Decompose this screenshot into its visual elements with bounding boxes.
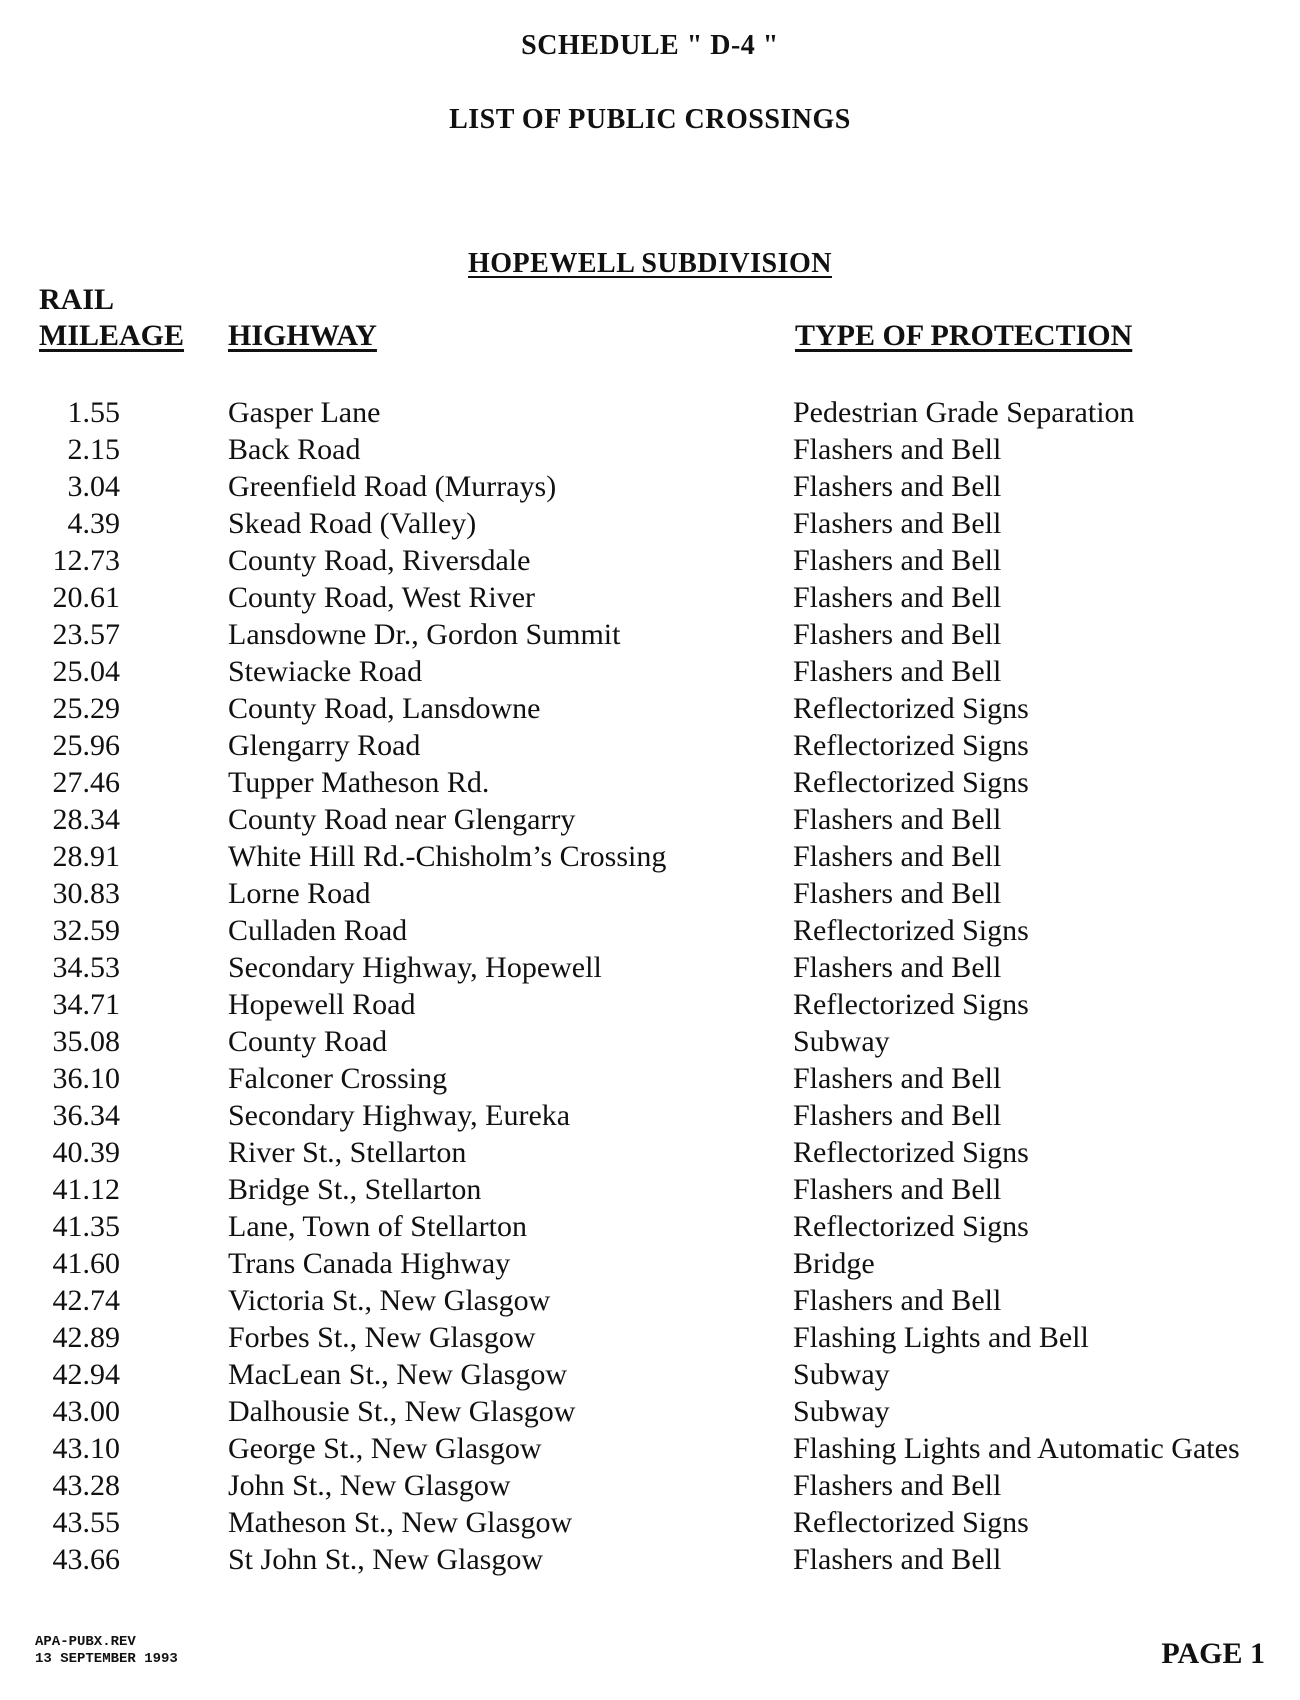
footer-file-code: APA-PUBX.REV xyxy=(35,1634,136,1650)
rail-mileage-cell: 42.74 xyxy=(52,1284,120,1317)
table-row xyxy=(0,505,1300,542)
rail-mileage-cell: 41.12 xyxy=(52,1173,120,1206)
highway-cell: George St., New Glasgow xyxy=(228,1432,542,1465)
highway-cell: Skead Road (Valley) xyxy=(228,507,477,540)
rail-mileage-cell: 35.08 xyxy=(52,1025,120,1058)
rail-mileage-cell: 42.89 xyxy=(52,1321,120,1354)
rail-mileage-cell: 34.71 xyxy=(52,988,120,1021)
table-row xyxy=(0,1208,1300,1245)
protection-cell: Flashers and Bell xyxy=(793,655,1002,688)
crossings-table xyxy=(0,394,1300,1578)
highway-cell: Back Road xyxy=(228,433,361,466)
protection-cell: Subway xyxy=(793,1025,890,1058)
table-row xyxy=(0,1245,1300,1282)
table-row xyxy=(0,1430,1300,1467)
highway-cell: County Road, Lansdowne xyxy=(228,692,541,725)
rail-mileage-cell: 28.91 xyxy=(52,840,120,873)
highway-cell: Trans Canada Highway xyxy=(228,1247,511,1280)
rail-mileage-cell: 30.83 xyxy=(52,877,120,910)
table-row xyxy=(0,912,1300,949)
highway-cell: County Road, Riversdale xyxy=(228,544,531,577)
highway-cell: Secondary Highway, Hopewell xyxy=(228,951,602,984)
column-header-highway xyxy=(228,318,377,354)
table-row xyxy=(0,801,1300,838)
protection-cell: Flashers and Bell xyxy=(793,470,1002,503)
rail-mileage-cell: 28.34 xyxy=(52,803,120,836)
protection-cell: Flashing Lights and Automatic Gates xyxy=(793,1432,1240,1465)
rail-mileage-cell: 2.15 xyxy=(67,433,120,466)
protection-cell: Flashers and Bell xyxy=(793,1173,1002,1206)
table-row xyxy=(0,1282,1300,1319)
rail-mileage-cell: 20.61 xyxy=(52,581,120,614)
highway-cell: Bridge St., Stellarton xyxy=(228,1173,482,1206)
protection-cell: Pedestrian Grade Separation xyxy=(793,396,1135,429)
protection-cell: Reflectorized Signs xyxy=(793,988,1029,1021)
table-row xyxy=(0,764,1300,801)
highway-cell: Culladen Road xyxy=(228,914,408,947)
protection-cell: Flashers and Bell xyxy=(793,1284,1002,1317)
protection-cell: Flashers and Bell xyxy=(793,1543,1002,1576)
highway-cell: Lorne Road xyxy=(228,877,371,910)
rail-mileage-cell: 3.04 xyxy=(67,470,120,503)
protection-cell: Flashing Lights and Bell xyxy=(793,1321,1089,1354)
table-row xyxy=(0,1356,1300,1393)
rail-mileage-cell: 43.10 xyxy=(52,1432,120,1465)
column-header-highway-text: HIGHWAY xyxy=(228,319,377,352)
rail-mileage-cell: 43.28 xyxy=(52,1469,120,1502)
table-row xyxy=(0,616,1300,653)
subdivision-title-text: HOPEWELL SUBDIVISION xyxy=(468,248,832,279)
table-row xyxy=(0,1023,1300,1060)
table-row xyxy=(0,1171,1300,1208)
highway-cell: Dalhousie St., New Glasgow xyxy=(228,1395,576,1428)
protection-cell: Reflectorized Signs xyxy=(793,1210,1029,1243)
table-row xyxy=(0,1319,1300,1356)
rail-mileage-cell: 27.46 xyxy=(52,766,120,799)
protection-cell: Reflectorized Signs xyxy=(793,692,1029,725)
highway-cell: County Road near Glengarry xyxy=(228,803,576,836)
table-row xyxy=(0,431,1300,468)
footer-file-info xyxy=(35,1634,178,1668)
footer-date: 13 SEPTEMBER 1993 xyxy=(35,1651,178,1667)
highway-cell: Victoria St., New Glasgow xyxy=(228,1284,551,1317)
protection-cell: Flashers and Bell xyxy=(793,877,1002,910)
table-row xyxy=(0,1060,1300,1097)
protection-cell: Flashers and Bell xyxy=(793,618,1002,651)
list-title: LIST OF PUBLIC CROSSINGS xyxy=(449,104,851,135)
schedule-title: SCHEDULE " D-4 " xyxy=(521,30,779,61)
highway-cell: MacLean St., New Glasgow xyxy=(228,1358,568,1391)
highway-cell: John St., New Glasgow xyxy=(228,1469,511,1502)
protection-cell: Flashers and Bell xyxy=(793,433,1002,466)
rail-mileage-cell: 41.35 xyxy=(52,1210,120,1243)
page-number: PAGE 1 xyxy=(1161,1637,1265,1670)
protection-cell: Reflectorized Signs xyxy=(793,914,1029,947)
protection-cell: Flashers and Bell xyxy=(793,803,1002,836)
protection-cell: Reflectorized Signs xyxy=(793,766,1029,799)
rail-mileage-cell: 36.34 xyxy=(52,1099,120,1132)
highway-cell: Forbes St., New Glasgow xyxy=(228,1321,536,1354)
rail-mileage-cell: 41.60 xyxy=(52,1247,120,1280)
table-row xyxy=(0,1393,1300,1430)
table-row xyxy=(0,394,1300,431)
column-header-rail-mileage xyxy=(39,282,184,354)
table-row xyxy=(0,1134,1300,1171)
table-row xyxy=(0,542,1300,579)
table-row xyxy=(0,1097,1300,1134)
protection-cell: Subway xyxy=(793,1395,890,1428)
table-row xyxy=(0,1467,1300,1504)
highway-cell: Falconer Crossing xyxy=(228,1062,448,1095)
highway-cell: Secondary Highway, Eureka xyxy=(228,1099,571,1132)
rail-mileage-cell: 43.00 xyxy=(52,1395,120,1428)
highway-cell: St John St., New Glasgow xyxy=(228,1543,544,1576)
column-header-mileage: MILEAGE xyxy=(39,319,185,352)
protection-cell: Flashers and Bell xyxy=(793,840,1002,873)
rail-mileage-cell: 25.96 xyxy=(52,729,120,762)
table-row xyxy=(0,949,1300,986)
table-row xyxy=(0,986,1300,1023)
protection-cell: Reflectorized Signs xyxy=(793,1506,1029,1539)
highway-cell: Hopewell Road xyxy=(228,988,416,1021)
highway-cell: White Hill Rd.-Chisholm’s Crossing xyxy=(228,840,667,873)
table-row xyxy=(0,727,1300,764)
highway-cell: Greenfield Road (Murrays) xyxy=(228,470,557,503)
rail-mileage-cell: 34.53 xyxy=(52,951,120,984)
highway-cell: Lane, Town of Stellarton xyxy=(228,1210,527,1243)
rail-mileage-cell: 36.10 xyxy=(52,1062,120,1095)
table-row xyxy=(0,838,1300,875)
protection-cell: Reflectorized Signs xyxy=(793,729,1029,762)
rail-mileage-cell: 25.29 xyxy=(52,692,120,725)
protection-cell: Flashers and Bell xyxy=(793,951,1002,984)
table-row xyxy=(0,1504,1300,1541)
highway-cell: Gasper Lane xyxy=(228,396,381,429)
protection-cell: Bridge xyxy=(793,1247,875,1280)
highway-cell: Matheson St., New Glasgow xyxy=(228,1506,573,1539)
highway-cell: County Road xyxy=(228,1025,388,1058)
protection-cell: Flashers and Bell xyxy=(793,507,1002,540)
protection-cell: Flashers and Bell xyxy=(793,1099,1002,1132)
rail-mileage-cell: 4.39 xyxy=(67,507,120,540)
protection-cell: Reflectorized Signs xyxy=(793,1136,1029,1169)
rail-mileage-cell: 42.94 xyxy=(52,1358,120,1391)
protection-cell: Flashers and Bell xyxy=(793,544,1002,577)
rail-mileage-cell: 25.04 xyxy=(52,655,120,688)
rail-mileage-cell: 12.73 xyxy=(52,544,120,577)
subdivision-title xyxy=(0,248,1300,280)
column-header-rail: RAIL xyxy=(39,283,115,316)
highway-cell: River St., Stellarton xyxy=(228,1136,467,1169)
protection-cell: Flashers and Bell xyxy=(793,581,1002,614)
table-row xyxy=(0,690,1300,727)
rail-mileage-cell: 43.55 xyxy=(52,1506,120,1539)
highway-cell: Stewiacke Road xyxy=(228,655,423,688)
rail-mileage-cell: 32.59 xyxy=(52,914,120,947)
protection-cell: Subway xyxy=(793,1358,890,1391)
rail-mileage-cell: 1.55 xyxy=(67,396,120,429)
rail-mileage-cell: 40.39 xyxy=(52,1136,120,1169)
table-row xyxy=(0,875,1300,912)
table-row xyxy=(0,468,1300,505)
table-row xyxy=(0,1541,1300,1578)
table-row xyxy=(0,579,1300,616)
protection-cell: Flashers and Bell xyxy=(793,1062,1002,1095)
table-row xyxy=(0,653,1300,690)
protection-cell: Flashers and Bell xyxy=(793,1469,1002,1502)
highway-cell: Tupper Matheson Rd. xyxy=(228,766,490,799)
rail-mileage-cell: 23.57 xyxy=(52,618,120,651)
highway-cell: Lansdowne Dr., Gordon Summit xyxy=(228,618,621,651)
column-header-protection xyxy=(795,318,1132,354)
highway-cell: County Road, West River xyxy=(228,581,536,614)
highway-cell: Glengarry Road xyxy=(228,729,421,762)
rail-mileage-cell: 43.66 xyxy=(52,1543,120,1576)
column-header-protection-text: TYPE OF PROTECTION xyxy=(795,319,1133,352)
